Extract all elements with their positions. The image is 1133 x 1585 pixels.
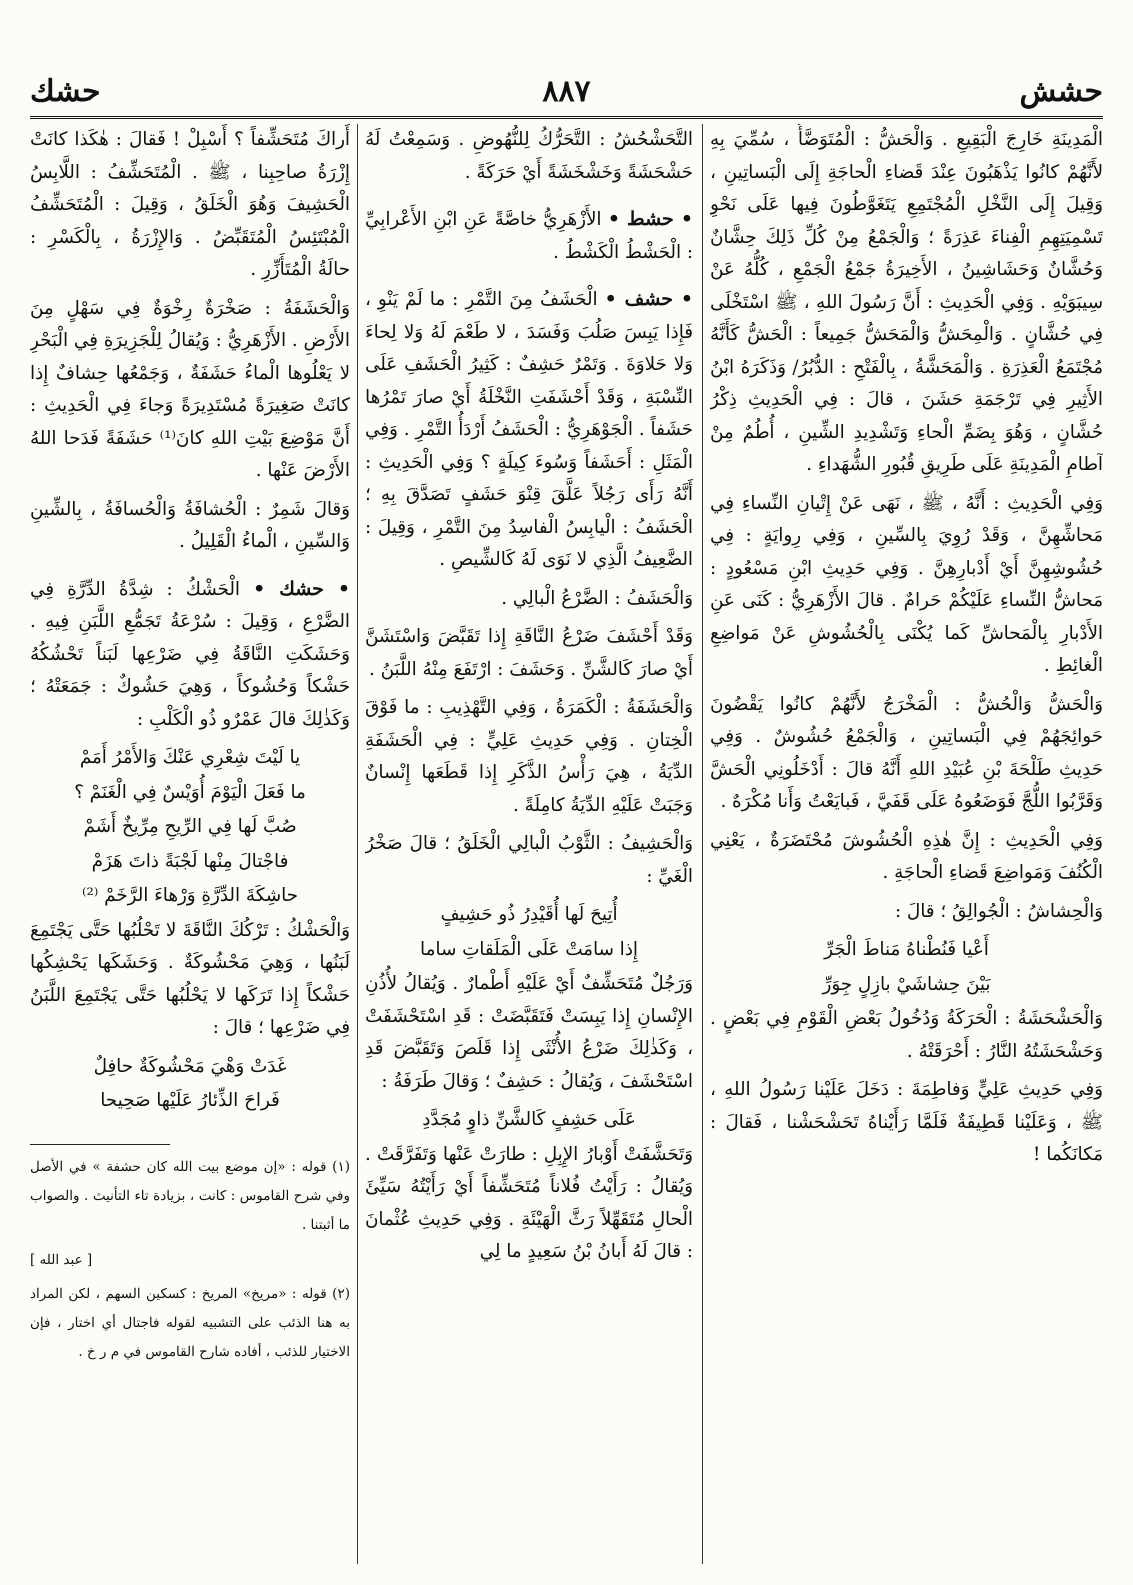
paragraph: التَّحَشْحُشُ : التَّحَرُّكُ لِلنُّهُوضِ . وَسَمِعْتُ لَهُ حَشْحَشَةً وَخَشْخَشَةً أَيْ حَرَكَةً .	[365, 129, 693, 183]
footnote: (٢) قوله : «مريخ» المريخ : كسكين السهم ، لكن المراد به هنا الذئب على التشبيه لقوله فاجتال أي اختار ، فإن الاختيار للذئب ، أفاده شارح القاموس في م ر خ .	[30, 1286, 350, 1360]
text-column-left	[30, 124, 350, 1564]
page-header	[30, 60, 1103, 116]
verse-line: أَعْيا فَنُطْناهُ مَناطَ الْجَرِّ	[824, 939, 989, 960]
entry-lemma: • حشط •	[607, 208, 693, 230]
paragraph: وَتَحَشَّفَتْ أَوْبارُ الإِبِلِ : طارَتْ عَنْها وَتَفَرَّقَتْ . وَيُقالُ : رَأَيْتُ فُلاناً مُتَحَشِّفاً أَيْ رَأَيْتُهُ سَيِّئَ الْحالِ مُتَقَهِّلاً رَثَّ الْهَيْئَةِ . وَفِي حَدِيثِ عُثْمانَ : قالَ لَهُ أَبانُ بْنُ سَعِيدٍ ما لِي	[365, 1143, 693, 1262]
paragraph: وَالْحَشَفُ : الضَّرْعُ الْبالِي .	[501, 587, 693, 609]
footnote: (١) قوله : «إن موضع بيت الله كان حشفة » في الأصل وفي شرح القاموس : كانت ، بزيادة تاء التأنيث . والصواب ما أثبتنا .	[30, 1158, 350, 1233]
running-headword-right: حشش	[1019, 74, 1103, 109]
paragraph: الْمَدِينَةِ خَارِجَ الْبَقِيعِ . وَالْحَشُّ : الْمُتَوَضَّأُ ، سُمِّيَ بِهِ لأَنَّهُمْ كانُوا يَذْهَبُونَ عِنْدَ قَضاءِ الْحاجَةِ إِلَى الْبَساتِينِ ، وَقِيلَ إِلَى النَّخْلِ الْمُجْتَمِعِ يَتَغَوَّطُونَ فِيها عَلَى نَحْوِ تَسْمِيَتِهِمِ الْفِناءَ عَذِرَةً ؛ وَالْجَمْعُ مِنْ كُلِّ ذَلِكَ حِشَّانٌ وَحُشَّانٌ وَحَشَاشِينُ ، الأَخِيرَةُ جَمْعُ الْجَمْعِ ، كُلُّهُ عَنْ سِيبَوَيْهِ . وَفِي الْحَدِيثِ : أَنَّ رَسُولَ اللهِ ، ﷺ اسْتَخْلَى فِي حُشَّانٍ . وَالْمِحَشُّ وَالْمَحَشُّ جَمِيعاً : الْحَشُّ كَأَنَّهُ مُجْتَمَعُ الْعَذِرَةِ . وَالْمَحَشَّةُ ، بِالْفَتْحِ : الدُّبُرُ/ وَذَكَرَهُ ابْنُ الأَثِيرِ فِي تَرْجَمَةِ حَشَنَ ، قالَ : فِي الْحَدِيثِ ذِكْرُ حُشَّانٍ ، وَهُوَ بِضَمِّ الْحاءِ وَتَشْدِيدِ الشِّينِ ، أُطُمٌ مِنْ آطامِ الْمَدِينَةِ عَلَى طَرِيقِ قُبُورِ الشُّهَداءِ .	[710, 129, 1103, 475]
paragraph: وَالْحِشاشُ : الْجُوالِقُ ؛ قالَ :	[894, 900, 1103, 922]
paragraph: وَقَدْ أَحْشَفَ ضَرْعُ النَّاقَةِ إِذا تَقَبَّضَ وَاسْتَشَنَّ أَيْ صارَ كَالشَّنِّ . وَحَشَفَ : ارْتَفَعَ مِنْهُ اللَّبَنُ .	[365, 626, 693, 680]
paragraph: وَالْحَشَفَةُ : صَخْرَةٌ رِخْوَةٌ فِي سَهْلٍ مِنَ الأَرْضِ . الأَزْهَرِيُّ : وَيُقالُ لِلْجَزِيرَةِ فِي الْبَحْرِ لا يَعْلُوها الْماءُ حَشَفَةٌ ، وَجَمْعُها حِشافٌ إِذا كانَتْ صَغِيرَةً مُسْتَدِيرَةً وَجاءَ فِي الْحَدِيثِ : أَنَّ مَوْضِعَ بَيْتِ اللهِ كانَ⁽¹⁾ حَشَفَةً فَدَحا اللهُ الأَرْضَ عَنْها .	[30, 297, 350, 481]
page-number: ٨٨٧	[542, 74, 591, 109]
verse-line: بَيْنَ حِشاشَيْ بازِلٍ جِوَرِّ	[822, 973, 991, 995]
paragraph: وَفِي حَدِيثِ عَلِيٍّ وَفاطِمَةَ : دَخَلَ عَلَيْنا رَسُولُ اللهِ ، ﷺ ، وَعَلَيْنا قَطِيفَةٌ فَلَمَّا رَأَيْناهُ تَحَشْحَشْنا ، فَقالَ : مَكانَكُما !	[710, 1079, 1103, 1165]
verse-line: غَدَتْ وَهْيَ مَحْشُوكَةٌ حافِلٌ	[93, 1055, 287, 1077]
verse-line: صُبَّ لَها فِي الرِّيحِ مِرِّيخٌ أَشَمْ	[83, 816, 297, 837]
paragraph: وَفِي الْحَدِيثِ : إِنَّ هٰذِهِ الْحُشُوشَ مُحْتَضَرَةٌ ، يَعْنِي الْكُنُفَ وَمَواضِعَ قَضاءِ الْحاجَةِ .	[710, 829, 1103, 883]
column-divider	[702, 124, 703, 1564]
footnote-rule	[30, 1144, 170, 1145]
dictionary-entry	[30, 573, 350, 737]
paragraph: وَفِي الْحَدِيثِ : أَنَّهُ ، ﷺ ، نَهَى عَنْ إِتْيانِ النِّساءِ فِي مَحاشِّهِنَّ ، وَقَدْ رُوِيَ بِالسِّينِ ، وَفِي رِوايَةٍ : فِي حُشُوشِهِنَّ أَيْ أَدْبارِهِنَّ . وَفِي حَدِيثِ ابْنِ مَسْعُودٍ : مَحاشُّ النِّساءِ عَلَيْكُمْ حَرامٌ . قالَ الأَزْهَرِيُّ : كَنَى عَنِ الأَدْبارِ بِالْمَحاشِّ كَما يُكْنَى بِالْحُشُوشِ عَنْ مَواضِعِ الْغائِطِ .	[710, 492, 1103, 676]
paragraph: وَرَجُلٌ مُتَحَشِّفٌ أَيْ عَلَيْهِ أَطْمارٌ . وَيُقالُ لأُذُنِ الإِنْسانِ إِذا يَبِسَتْ فَتَقَبَّضَتْ : قَدِ اسْتَحْشَفَتْ ، وَكَذٰلِكَ ضَرْعُ الأُنْثَى إِذا قَلَصَ وَتَقَبَّضَ قَدِ اسْتَحْشَفَ ، وَيُقالُ : حَشِفٌ ؛ وَقالَ طَرَفَةُ :	[365, 973, 693, 1092]
editor-signature: [ عبد الله ]	[30, 1251, 93, 1268]
paragraph: وَالْحَشِيفُ : الثَّوْبُ الْبالِي الْخَلَقُ ؛ قالَ صَخْرُ الْغَيِّ :	[365, 833, 693, 887]
entry-text: الْحَشَفُ مِنَ التَّمْرِ : ما لَمْ يَنْوِ ، فَإِذا يَبِسَ صَلُبَ وَفَسَدَ ، لا طَعْمَ لَهُ وَلا لِحاءَ وَلا حَلاوَةَ . وَتَمْرٌ حَشِفٌ : كَثِيرُ الْحَشَفِ عَلَى النِّسْبَةِ ، وَقَدْ أَحْشَفَتِ النَّخْلَةُ أَيْ صارَ تَمْرُها حَشَفاً . الْجَوْهَرِيُّ : الْحَشَفُ أَرْدَأُ التَّمْرِ . وَفِي الْمَثَلِ : أَحَشَفاً وَسُوءَ كِيلَةٍ ؟ وَفِي الْحَدِيثِ : أَنَّهُ رَأَى رَجُلاً عَلَّقَ قِنْوَ حَشَفٍ تَصَدَّقَ بِهِ ؛ الْحَشَفُ : الْيابِسُ الْفاسِدُ مِنَ التَّمْرِ ، وَقِيلَ : الضَّعِيفُ الَّذِي لا نَوَى لَهُ كَالشِّيصِ .	[365, 289, 693, 570]
entry-text: الأَزْهَرِيُّ خاصَّةً عَنِ ابْنِ الأَعْرابِيِّ : الْحَشْطُ الْكَشْطُ .	[365, 209, 693, 263]
paragraph: وَقالَ شَمِرٌ : الْحُشافَةُ وَالْحُسافَةُ ، بِالشِّينِ وَالسِّينِ ، الْماءُ الْقَلِيلُ .	[30, 498, 350, 552]
paragraph: وَالْحَشْحَشَةُ : الْحَرَكَةُ وَدُخُولُ بَعْضِ الْقَوْمِ فِي بَعْضٍ . وَحَشْحَشَتُهُ النَّارُ : أَحْرَقَتْهُ .	[710, 1008, 1103, 1062]
entry-text: الْحَشْكُ : شِدَّةُ الدِّرَّةِ فِي الضَّرْعِ ، وَقِيلَ : سُرْعَةُ تَجَمُّعِ اللَّبَنِ فِيهِ . وَحَشَكَتِ النَّاقَةُ فِي ضَرْعِها لَبَناً تَحْشُكُهُ حَشْكاً وَحُشُوكاً ، وَهِيَ حَشُوكٌ : جَمَعَتْهُ ؛ وَكَذٰلِكَ قالَ عَمْرٌو ذُو الْكَلْبِ :	[30, 578, 350, 730]
verse-line: فَراحَ الذِّئارُ عَلَيْها صَحِيحا	[100, 1090, 280, 1111]
verse-line: إِذا سامَتْ عَلَى الْمَلَقاتِ ساما	[420, 938, 638, 960]
verse-line: أُتِيحَ لَها أُقَيْدِرُ ذُو حَشِيفٍ	[440, 904, 618, 925]
column-divider	[357, 124, 358, 1564]
paragraph: وَالْحَشُّ وَالْحُشُّ : الْمَخْرَجُ لأَنَّهُمْ كانُوا يَقْضُونَ حَوائِجَهُمْ فِي الْبَساتِينِ ، وَالْجَمْعُ حُشُوشٌ . وَفِي حَدِيثِ طَلْحَةَ بْنِ عُبَيْدِ اللهِ أَنَّهُ قالَ : أَدْخَلُونِي الْحَشَّ وَقَرَّبُوا اللُّجَّ فَوَضَعُوهُ عَلَى قَفَيَّ ، فَبايَعْتُ وَأَنا مُكْرَهٌ .	[710, 693, 1103, 812]
dictionary-entry	[365, 283, 693, 577]
verse-line: حاشِكَةَ الدِّرَّةِ وَرْهاءَ الرَّخَمْ ⁽²⁾	[82, 885, 298, 906]
verse-line: عَلَى حَشِفٍ كَالشَّنِّ ذاوٍ مُجَدَّدِ	[422, 1109, 636, 1130]
entry-lemma: • حشك •	[253, 577, 350, 600]
dictionary-entry	[365, 203, 693, 269]
verse-line: فاجْتالَ مِنْها لَجْبَةً ذاتَ هَزَمْ	[91, 850, 289, 872]
header-rule	[30, 116, 1103, 119]
text-column-middle	[365, 124, 693, 1564]
verse-line: يا لَيْتَ شِعْرِي عَنْكَ وَالأَمْرُ أَمَمْ	[79, 747, 301, 768]
entry-lemma: • حشف •	[604, 288, 693, 310]
paragraph: وَالْحَشْكُ : تَرْكُكَ النَّاقَةَ لا تَحْلُبُها حَتَّى يَجْتَمِعَ لَبَنُها ، وَهِيَ مَحْشُوكَةٌ . وَحَشَكَها يَحْشِكُها حَشْكاً إِذا تَرَكَها لا يَحْلُبُها حَتَّى يَجْتَمِعَ اللَّبَنُ فِي ضَرْعِها ؛ قالَ :	[30, 919, 350, 1038]
text-column-right	[710, 124, 1103, 1564]
verse-line: ما فَعَلَ الْيَوْمَ أُوَيْسٌ فِي الْغَنَمْ ؟	[74, 781, 306, 803]
paragraph: وَالْحَشَفَةُ : الْكَمَرَةُ ، وَفِي التَّهْذِيبِ : ما فَوْقَ الْخِتانِ . وَفِي حَدِيثِ عَلِيٍّ : فِي الْحَشَفَةِ الدِّيَةُ ، هِيَ رَأْسُ الذَّكَرِ إِذا قَطَعَها إِنْسانٌ وَجَبَتْ عَلَيْهِ الدِّيَةُ كامِلَةً .	[365, 697, 693, 816]
running-headword-left: حشك	[30, 74, 101, 109]
paragraph: أَراكَ مُتَحَشِّفاً ؟ أَسْبِلْ ! فَقالَ : هٰكَذا كانَتْ إِزْرَةُ صاحِبِنا ، ﷺ . الْمُتَحَشِّفُ : اللَّابِسُ الْحَشِيفَ وَهُوَ الْخَلَقُ ، وَقِيلَ : الْمُتَحَشِّفُ الْمُبْتَئِسُ الْمُتَقَبِّضُ . وَالإِزْرَةُ ، بِالْكَسْرِ : حالَةُ الْمُتَأَزِّرِ .	[30, 129, 350, 280]
